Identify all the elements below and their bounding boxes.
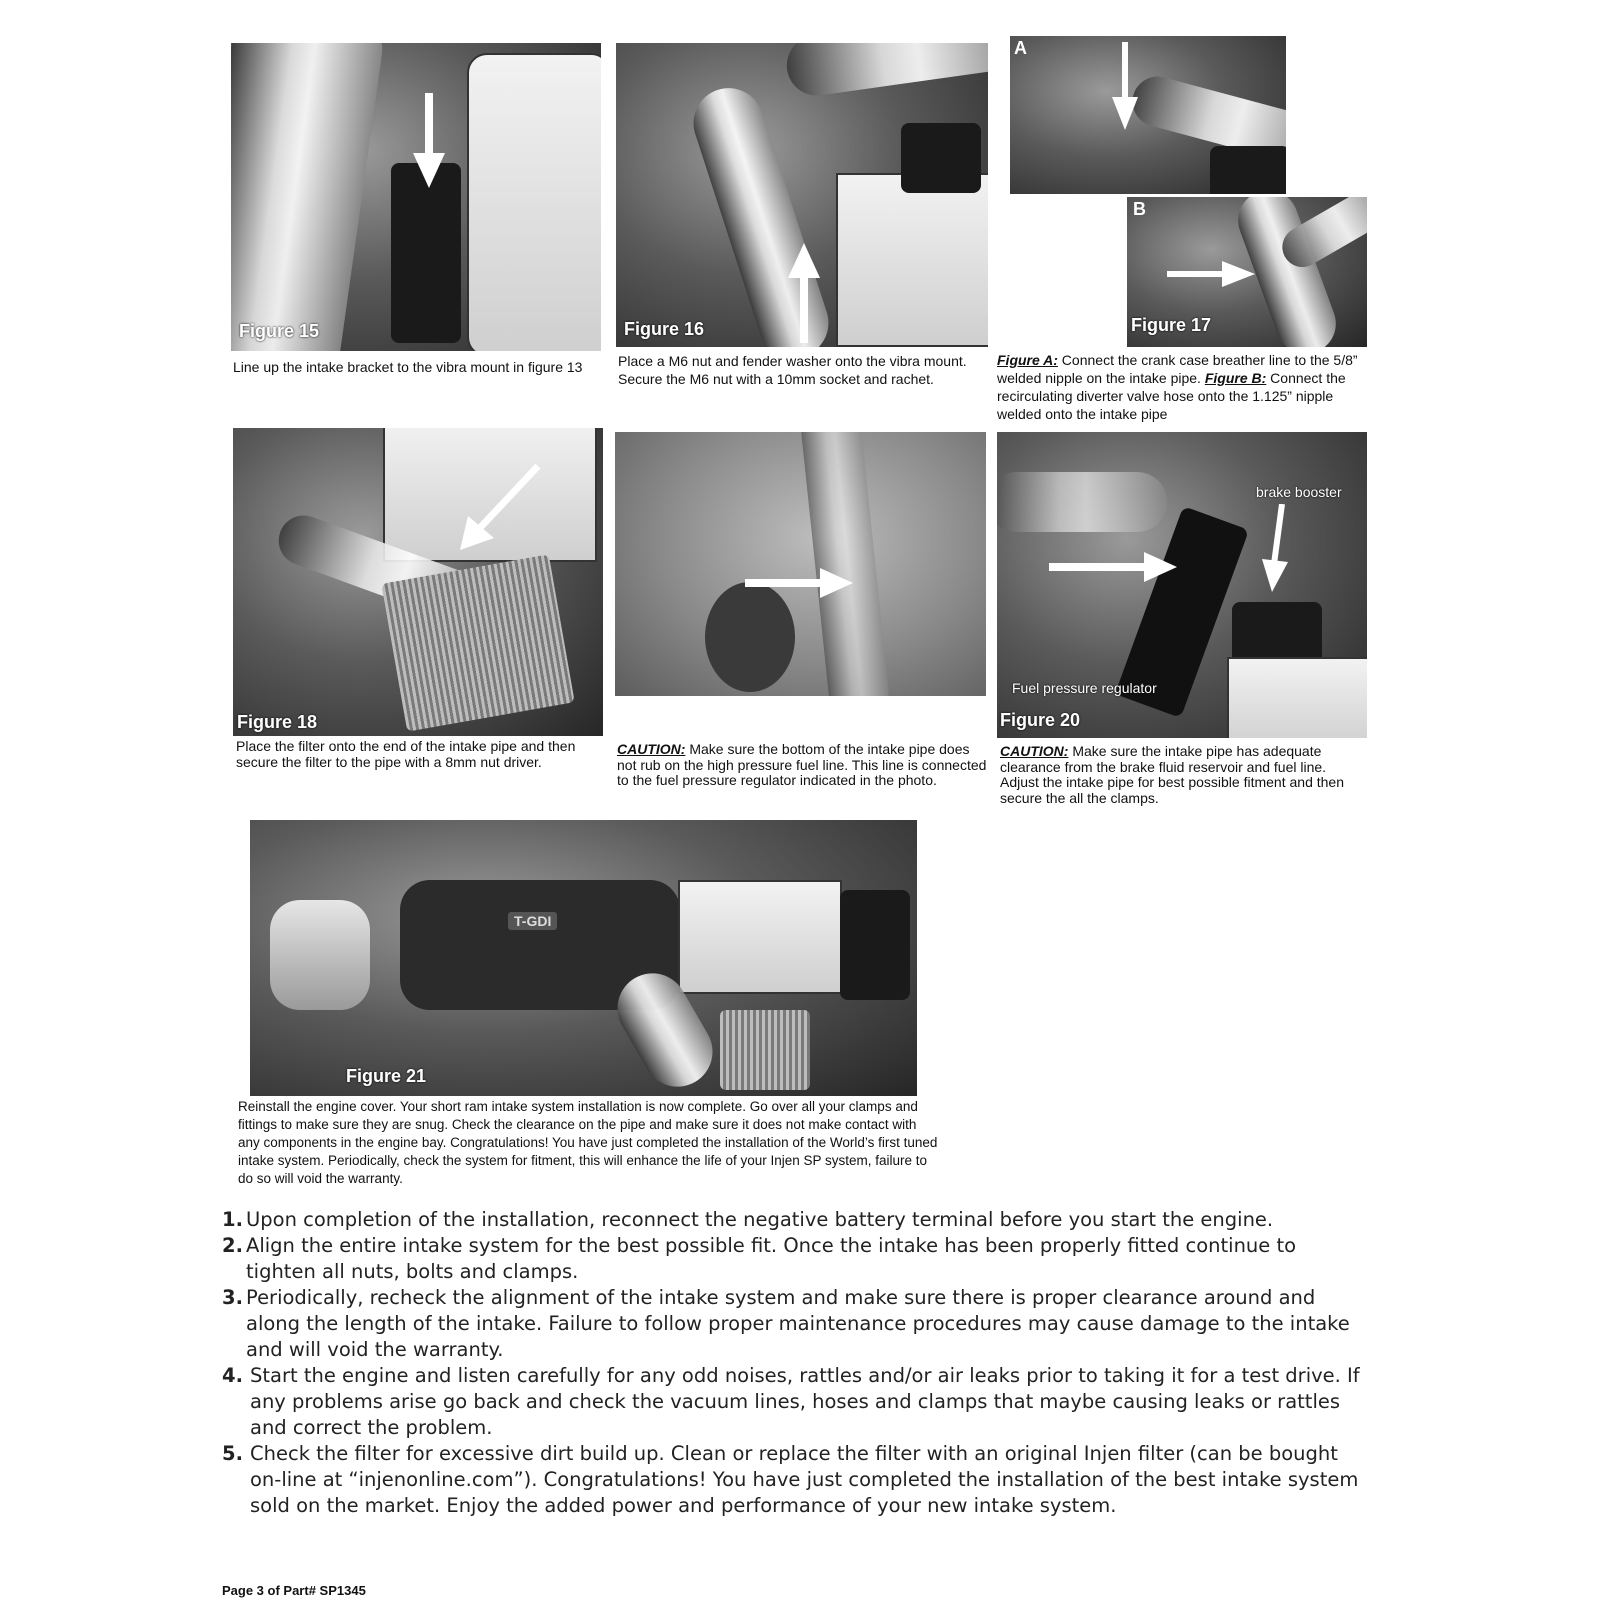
figure-21-label: Figure 21 xyxy=(346,1066,427,1086)
figure-15-photo xyxy=(231,43,601,351)
figure-20-label: Figure 20 xyxy=(1000,710,1081,730)
arrow-down-icon xyxy=(1262,504,1292,594)
figure-18-label: Figure 18 xyxy=(237,712,318,732)
figure-17b-photo xyxy=(1127,197,1367,347)
arrow-right-icon xyxy=(1049,552,1179,582)
figure-17-label: Figure 17 xyxy=(1131,315,1212,335)
arrow-diagonal-icon xyxy=(448,458,548,558)
figure-15-label: Figure 15 xyxy=(239,321,320,341)
figure-18-photo xyxy=(233,428,603,736)
figure-b-caption-text: Connect the recirculating diverter valve hose onto the 1.125” nipple welded onto the intake pipe xyxy=(997,370,1346,422)
figure-a-caption-label: Figure A: xyxy=(997,352,1058,368)
figure-20-caption-text: Make sure the intake pipe has adequate clearance from the brake fluid reservoir and fuel line. Adjust the intake pipe for best possible fitment and then secure the all the clamps. xyxy=(1000,743,1344,806)
completion-steps xyxy=(222,1207,1362,1519)
step-item: 5. Check the filter for excessive dirt build up. Clean or replace the filter with an original Injen filter (can be bought on-line at “injenonline.com”). Congratulations! You have just completed the installation of the best intake system sold on the market. Enjoy the added power and performance of your new intake system. xyxy=(222,1442,1359,1517)
figure-16-caption: Place a M6 nut and fender washer onto the vibra mount. Secure the M6 nut with a 10mm socket and rachet. xyxy=(618,353,967,387)
fuel-pressure-regulator-label: Fuel pressure regulator xyxy=(1012,680,1157,696)
figure-20-caption xyxy=(1000,744,1368,806)
figure-19-caution-label: CAUTION: xyxy=(617,741,686,757)
figure-15-caption: Line up the intake bracket to the vibra mount in figure 13 xyxy=(233,359,583,375)
figure-19-caption xyxy=(617,742,987,789)
step-item: 3. Periodically, recheck the alignment of the intake system and make sure there is proper clearance around and along the length of the intake. Failure to follow proper maintenance procedures may cause damage to the intake and will void the warranty. xyxy=(222,1286,1350,1361)
page-footer: Page 3 of Part# SP1345 xyxy=(222,1583,366,1598)
figure-20-caution-label: CAUTION: xyxy=(1000,743,1069,759)
arrow-down-icon xyxy=(409,93,449,193)
figure-b-letter: B xyxy=(1133,199,1146,219)
figure-17-caption xyxy=(997,351,1369,423)
figure-17a-photo xyxy=(1010,36,1286,194)
figure-19-caption-text: Make sure the bottom of the intake pipe does not rub on the high pressure fuel line. This line is connected to the fuel pressure regulator indicated in the photo. xyxy=(617,741,987,788)
figure-21-caption: Reinstall the engine cover. Your short ram intake system installation is now complete. Go over all your clamps and fittings to make sure they are snug. Check the clearance on the pipe and make sure it does not make contact with any components in the engine bay. Congratulations! You have just completed the installation of the World’s first tuned intake system. Periodically, check the system for fitment, this will enhance the life of your Injen SP system, failure to do so will void the warranty. xyxy=(238,1099,938,1186)
arrow-right-icon xyxy=(745,568,855,598)
figure-a-caption-text: Connect the crank case breather line to the 5/8” welded nipple on the intake pipe. xyxy=(997,352,1358,386)
arrow-down-icon xyxy=(1110,42,1140,132)
step-item: 4. Start the engine and listen carefully for any odd noises, rattles and/or air leaks prior to taking it for a test drive. If any problems arise go back and check the vacuum lines, hoses and clamps that maybe causing leaks or rattles and correct the problem. xyxy=(222,1364,1360,1439)
figure-a-letter: A xyxy=(1014,38,1027,58)
figure-20-photo xyxy=(997,432,1367,738)
figure-18-caption: Place the filter onto the end of the intake pipe and then secure the filter to the pipe with a 8mm nut driver. xyxy=(236,738,576,770)
figure-19-photo xyxy=(615,432,986,696)
figure-16-photo xyxy=(616,43,988,347)
figure-16-label: Figure 16 xyxy=(624,319,705,339)
arrow-up-icon xyxy=(784,243,824,343)
step-item: 2. Align the entire intake system for the best possible fit. Once the intake has been properly fitted continue to tighten all nuts, bolts and clamps. xyxy=(222,1234,1297,1283)
step-item: 1. Upon completion of the installation, reconnect the negative battery terminal before you start the engine. xyxy=(222,1208,1274,1231)
arrow-right-icon xyxy=(1167,259,1257,289)
engine-badge: T-GDI xyxy=(508,912,557,930)
brake-booster-label: brake booster xyxy=(1256,484,1342,500)
figure-b-caption-label: Figure B: xyxy=(1204,370,1267,386)
figure-21-photo xyxy=(250,820,917,1096)
